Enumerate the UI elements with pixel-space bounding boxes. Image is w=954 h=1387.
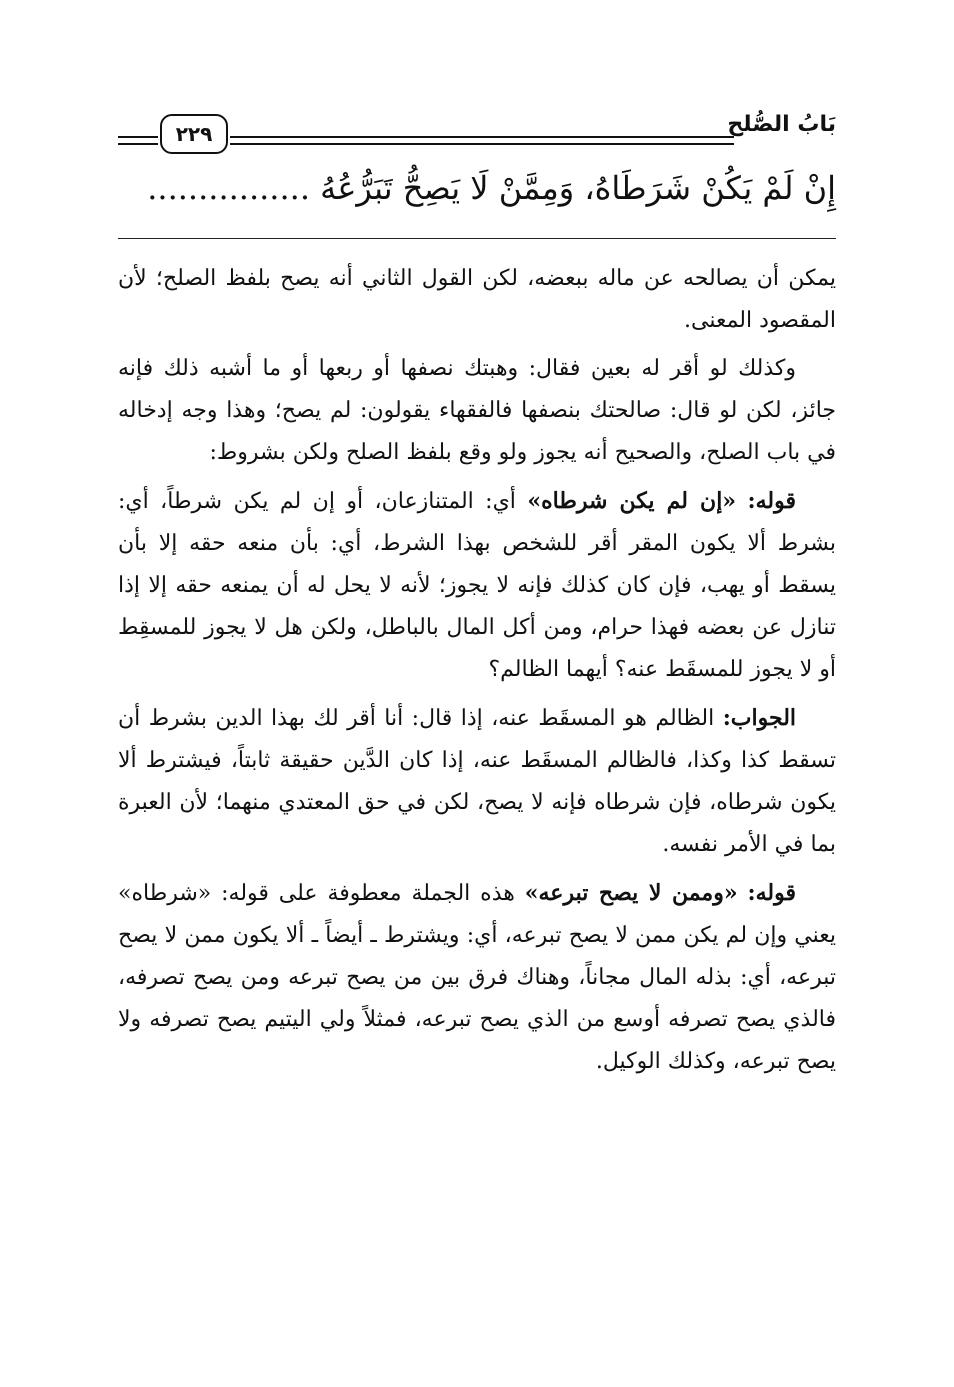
paragraph-text: الظالم هو المسقَط عنه، إذا قال: أنا أقر لك بهذا الدين بشرط أن تسقط كذا وكذا، فالظالم المسقَط عنه، إذا كان الدَّين حقيقة ثابتاً، فيشترط ألا يكون شرطاه، فإن شرطاه فإنه لا يصح، لكن في حق المعتدي منهما؛ لأن العبرة بما في الأمر نفسه.: [118, 706, 836, 857]
running-header: [118, 108, 836, 156]
quoted-matn: «إن لم يكن شرطاه»: [527, 488, 737, 514]
paragraph-5: [118, 872, 836, 1083]
header-rule-right: [230, 136, 734, 145]
paragraph-text: وكذلك لو أقر له بعين فقال: وهبتك نصفها أو ربعها أو ما أشبه ذلك فإنه جائز، لكن لو قال: صالحتك بنصفها فالفقهاء يقولون: لم يصح؛ وهذا وجه إدخاله في باب الصلح، والصحيح أنه يجوز ولو وقع بلفظ الصلح ولكن بشروط:: [118, 356, 836, 465]
paragraph-label: قوله:: [747, 488, 796, 514]
page-number: ٢٢٩: [160, 114, 228, 154]
header-rule-left: [118, 136, 158, 145]
commentary-body: [118, 258, 836, 1089]
paragraph-label: الجواب:: [722, 705, 797, 731]
matn-line: إِنْ لَمْ يَكُنْ شَرَطَاهُ، وَمِمَّنْ لَا يَصِحُّ تَبَرُّعُهُ ................: [147, 169, 836, 207]
paragraph-text: يمكن أن يصالحه عن ماله ببعضه، لكن القول الثاني أنه يصح بلفظ الصلح؛ لأن المقصود المعنى.: [118, 266, 836, 333]
paragraph-label: قوله:: [747, 880, 797, 906]
paragraph-2: [118, 348, 836, 474]
matn-divider: [118, 238, 836, 239]
paragraph-text: أي: المتنازعان، أو إن لم يكن شرطاً، أي: بشرط ألا يكون المقر أقر للشخص بهذا الشرط، أي: بأن منعه حقه إلا بأن يسقط أو يهب، فإن كان كذلك فإنه لا يجوز؛ لأنه لا يحل له أن يمنعه حقه إلا إذا تنازل عن بعضه فهذا حرام، ومن أكل المال بالباطل، ولكن هل لا يجوز للمسقِط أو لا يجوز للمسقَط عنه؟ أيهما الظالم؟: [118, 489, 836, 682]
paragraph-3: [118, 480, 836, 691]
paragraph-1: [118, 258, 836, 342]
paragraph-text: هذه الجملة معطوفة على قوله: «شرطاه» يعني وإن لم يكن ممن لا يصح تبرعه، أي: ويشترط ـ أيضاً ـ ألا يكون ممن لا يصح تبرعه، أي: بذله المال مجاناً، وهناك فرق بين من يصح تبرعه ومن يصح تصرفه، فالذي يصح تصرفه أوسع من الذي يصح تبرعه، فمثلاً ولي اليتيم يصح تصرفه ولا يصح تبرعه، وكذلك الوكيل.: [118, 881, 836, 1074]
paragraph-4: [118, 697, 836, 866]
chapter-title: بَابُ الصُّلح: [727, 112, 836, 137]
quoted-matn: «وممن لا يصح تبرعه»: [524, 880, 738, 906]
